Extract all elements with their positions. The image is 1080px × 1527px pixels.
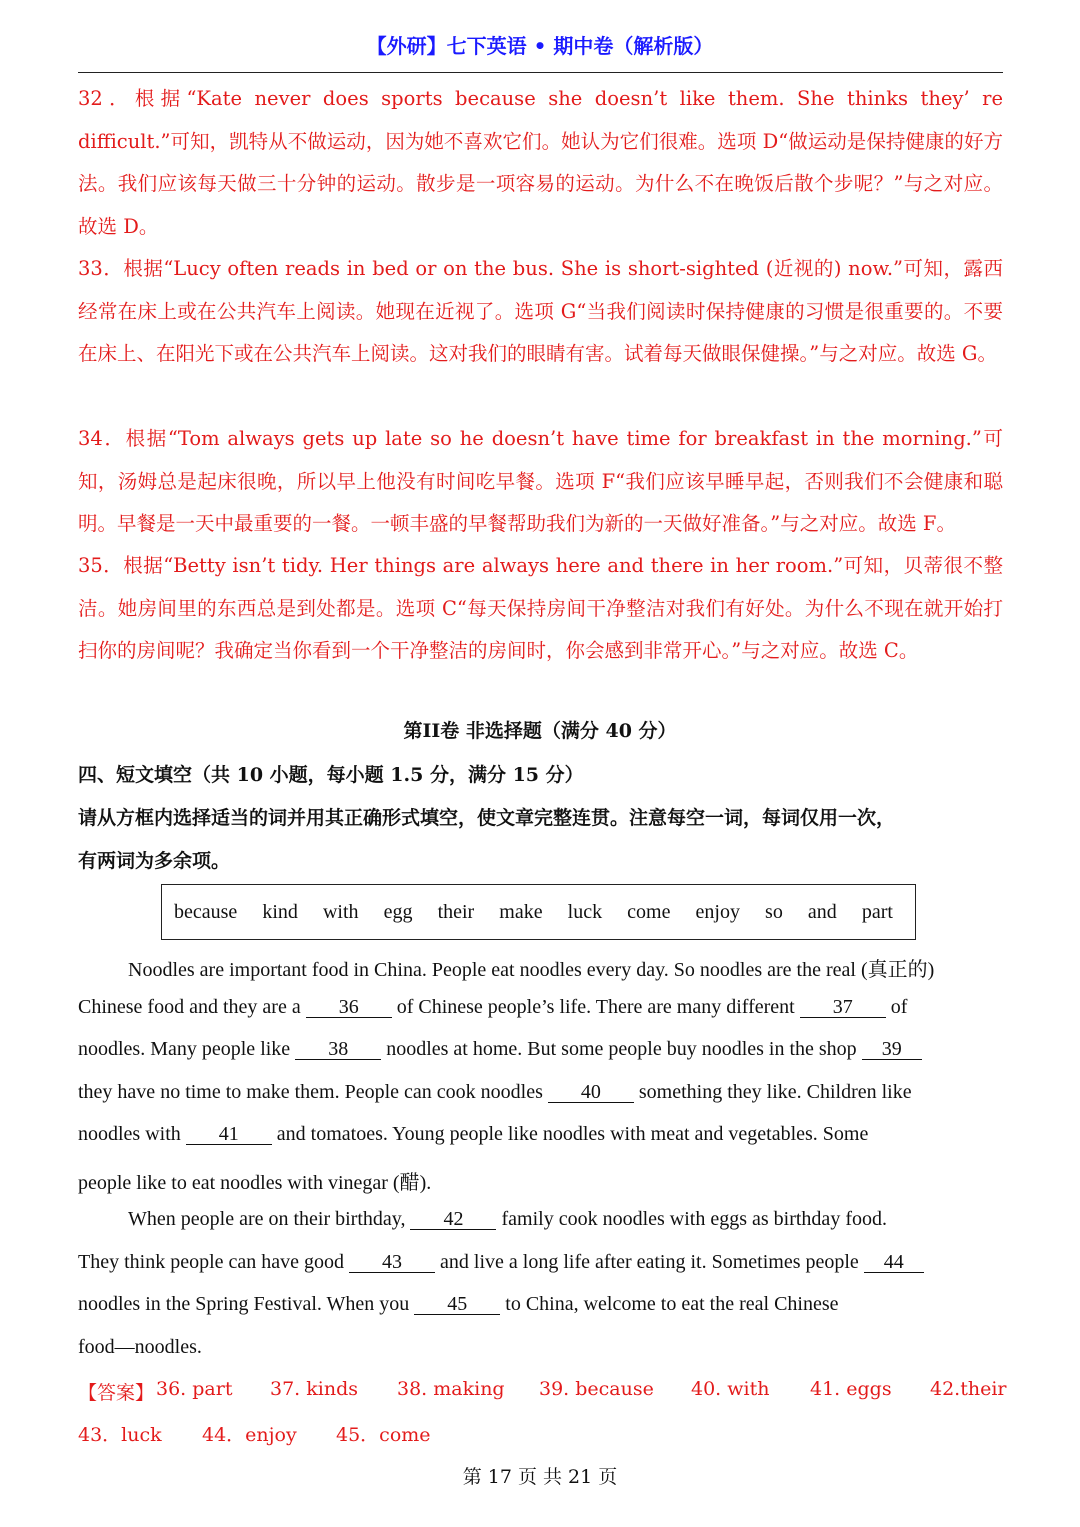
passage-text: noodles at home. But some people buy noodles in the shop	[386, 1038, 862, 1060]
passage-text: family cook noodles with eggs as birthday food.	[501, 1208, 887, 1230]
header-divider	[78, 72, 1003, 73]
passage-text: noodles with	[78, 1123, 186, 1145]
passage-text: people like to eat noodles with vinegar (醋).	[78, 1172, 432, 1194]
passage-line	[78, 1081, 1013, 1104]
explanation-33: 33．根据“Lucy often reads in bed or on the bus. She is short-sighted (近视的) now.”可知，露西经常在床上或在公共汽车上阅读。她现在近视了。选项 G“当我们阅读时保持健康的习惯是很重要的。不要在床上、在阳光下或在公共汽车上阅读。这对我们的眼睛有害。试着每天做眼保健操。”与之对应。故选 G。	[78, 257, 1003, 365]
passage-line	[128, 1208, 1013, 1231]
explanation-35: 35．根据“Betty isn’t tidy. Her things are always here and there in her room.”可知，贝蒂很不整洁。她房间里的东西总是到处都是。选项 C“每天保持房间干净整洁对我们有好处。为什么不现在就开始打扫你的房间呢？我确定当你看到一个干净整洁的房间时，你会感到非常开心。”与之对应。故选 C。	[78, 554, 1003, 662]
explanation-32: 32．根据“Kate never does sports because she doesn’t like them. She thinks they’ re difficult.”可知，凯特从不做运动，因为她不喜欢它们。她认为它们很难。选项 D“做运动是保持健康的好方法。我们应该每天做三十分钟的运动。散步是一项容易的运动。为什么不在晚饭后散个步呢？”与之对应。故选 D。	[78, 87, 1003, 238]
page-header-title: 【外研】七下英语 • 期中卷（解析版）	[366, 34, 714, 58]
passage-text: and live a long life after eating it. Sometimes people	[440, 1251, 864, 1273]
passage-text: noodles. Many people like	[78, 1038, 296, 1060]
section-title: 第II卷 非选择题（满分 40 分）	[403, 720, 677, 742]
answer-41: 41. eggs	[810, 1378, 892, 1400]
passage-line	[78, 1166, 1013, 1195]
instruction-line-2: 有两词为多余项。	[78, 850, 231, 872]
answer-42: 42.their	[930, 1378, 1007, 1400]
passage-text: Noodles are important food in China. People eat noodles every day. So noodles are the real (真正的)	[128, 959, 935, 981]
blank-41[interactable]: 41	[186, 1124, 272, 1145]
answer-44: 44．enjoy	[202, 1424, 297, 1446]
answer-45: 45．come	[336, 1424, 431, 1446]
word-box-item: so	[765, 900, 783, 923]
word-box	[161, 884, 916, 940]
blank-40[interactable]: 40	[548, 1082, 634, 1103]
answer-39: 39. because	[539, 1378, 654, 1400]
blank-39[interactable]: 39	[862, 1039, 922, 1060]
answer-37: 37. kinds	[270, 1378, 358, 1400]
answer-38: 38. making	[397, 1378, 505, 1400]
passage-line	[78, 1251, 1013, 1274]
passage-line	[78, 1293, 1013, 1316]
blank-38[interactable]: 38	[295, 1039, 381, 1060]
passage-text: noodles in the Spring Festival. When you	[78, 1293, 415, 1315]
word-box-item: their	[437, 900, 475, 923]
blank-45[interactable]: 45	[414, 1294, 500, 1315]
passage-line	[78, 1123, 1013, 1146]
blank-37[interactable]: 37	[800, 997, 886, 1018]
word-box-item: make	[499, 900, 543, 923]
passage-text: They think people can have good	[78, 1251, 350, 1273]
word-box-item: because	[174, 900, 238, 923]
answer-43: 43．luck	[78, 1424, 162, 1446]
blank-43[interactable]: 43	[349, 1252, 435, 1273]
page-footer: 第 17 页 共 21 页	[462, 1466, 618, 1488]
blank-44[interactable]: 44	[864, 1252, 924, 1273]
explanation-34: 34．根据“Tom always gets up late so he doesn’t have time for breakfast in the morning.”可知，汤姆总是起床很晚，所以早上他没有时间吃早餐。选项 F“我们应该早睡早起，否则我们不会健康和聪明。早餐是一天中最重要的一餐。一顿丰盛的早餐帮助我们为新的一天做好准备。”与之对应。故选 F。	[78, 427, 1003, 535]
word-box-item: enjoy	[695, 900, 740, 923]
blank-36[interactable]: 36	[306, 997, 392, 1018]
passage-text: Chinese food and they are a	[78, 996, 306, 1018]
passage-line	[128, 953, 1013, 982]
word-box-item: come	[627, 900, 671, 923]
word-box-item: and	[807, 900, 837, 923]
passage-text: and tomatoes. Young people like noodles with meat and vegetables. Some	[276, 1123, 869, 1145]
word-box-item: kind	[262, 900, 298, 923]
blank-42[interactable]: 42	[410, 1209, 496, 1230]
word-box-item: with	[322, 900, 359, 923]
passage-line	[78, 1038, 1013, 1061]
passage-text: of Chinese people’s life. There are many different	[396, 996, 800, 1018]
passage-text: of	[890, 996, 908, 1018]
word-box-item: luck	[567, 900, 603, 923]
passage-text: to China, welcome to eat the real Chinese	[505, 1293, 839, 1315]
answer-36: 36. part	[156, 1378, 233, 1400]
word-box-item: egg	[383, 900, 413, 923]
passage-text: something they like. Children like	[638, 1081, 912, 1103]
part-heading: 四、短文填空（共 10 小题，每小题 1.5 分，满分 15 分）	[78, 764, 584, 786]
passage-line	[78, 1336, 1013, 1359]
answer-label: 【答案】	[78, 1382, 155, 1404]
passage-text: they have no time to make them. People can cook noodles	[78, 1081, 548, 1103]
passage-text: When people are on their birthday,	[128, 1208, 411, 1230]
passage-text: food—noodles.	[78, 1336, 202, 1358]
word-box-item: part	[861, 900, 893, 923]
passage-line	[78, 996, 1013, 1019]
answer-40: 40. with	[691, 1378, 770, 1400]
instruction-line-1: 请从方框内选择适当的词并用其正确形式填空，使文章完整连贯。注意每空一词，每词仅用一次，	[78, 807, 896, 829]
